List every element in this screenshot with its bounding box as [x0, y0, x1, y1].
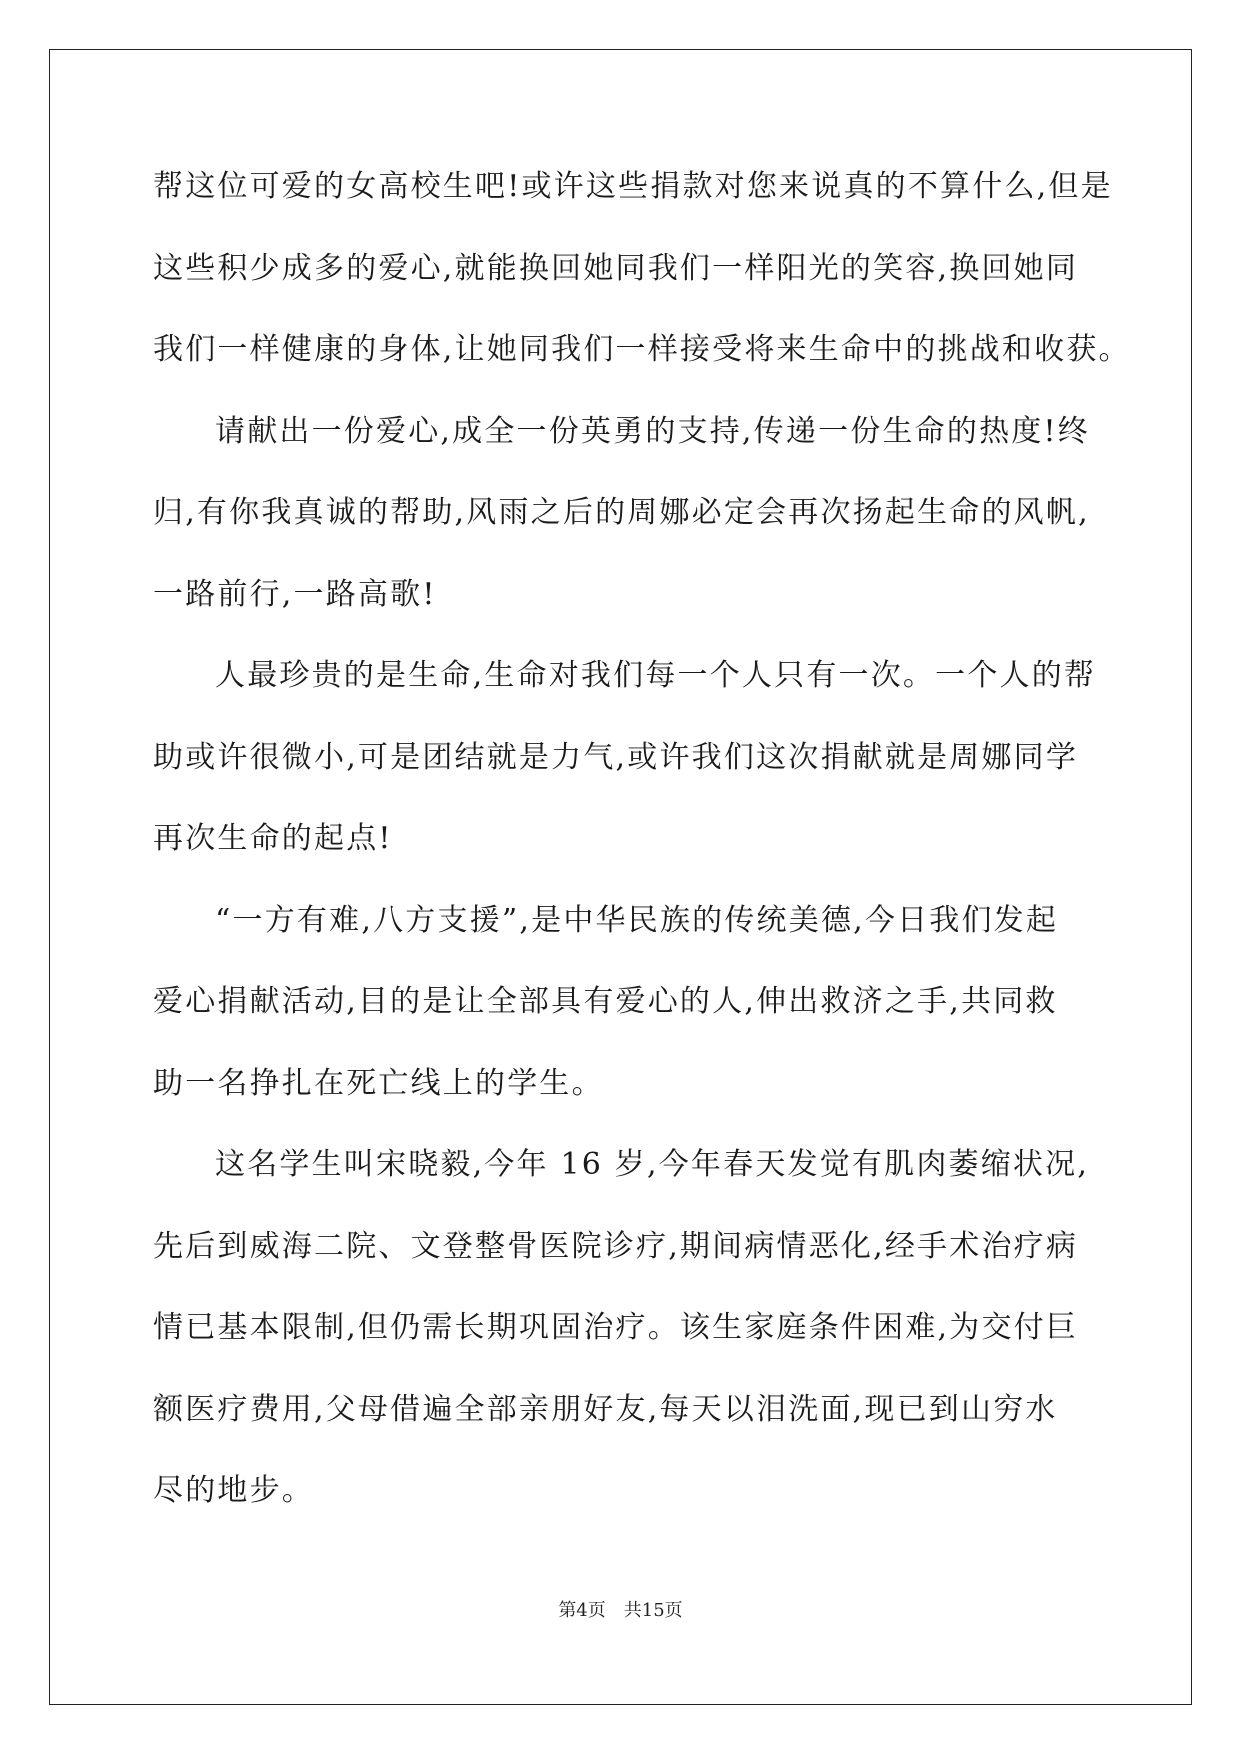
page-footer [0, 1596, 1241, 1622]
text-line: 这些积少成多的爱心,就能换回她同我们一样阳光的笑容,换回她同 [153, 250, 1079, 286]
text-line: 再次生命的起点! [153, 821, 393, 856]
text-line: 尽的地步。 [153, 1473, 314, 1508]
text-line: 情已基本限制,但仍需长期巩固治疗。该生家庭条件困难,为交付巨 [153, 1310, 1079, 1345]
text-line: 我们一样健康的身体,让她同我们一样接受将来生命中的挑战和收获。 [153, 332, 1131, 367]
paragraph-start-line: “一方有难,八方支援”,是中华民族的传统美德,今日我们发起 [215, 902, 1059, 938]
text-line: 助或许很微小,可是团结就是力气,或许我们这次捐献就是周娜同学 [153, 739, 1079, 775]
paragraph-start-line: 人最珍贵的是生命,生命对我们每一个人只有一次。一个人的帮 [215, 658, 1097, 693]
paragraph-start-line: 请献出一份爱心,成全一份英勇的支持,传递一份生命的热度!终 [215, 413, 1090, 449]
paragraph-start-line: 这名学生叫宋晓毅,今年 16 岁,今年春天发觉有肌肉萎缩状况, [215, 1147, 1090, 1182]
total-page-count: 共15页 [623, 1600, 683, 1621]
text-line: 归,有你我真诚的帮助,风雨之后的周娜必定会再次扬起生命的风帆, [153, 495, 1090, 530]
text-line: 助一名挣扎在死亡线上的学生。 [153, 1065, 604, 1101]
document-body [153, 157, 1131, 1543]
text-line: 爱心捐献活动,目的是让全部具有爱心的人,伸出救济之手,共同救 [153, 984, 1058, 1019]
text-line: 帮这位可爱的女高校生吧!或许这些捐款对您来说真的不算什么,但是 [153, 169, 1113, 204]
text-line: 一路前行,一路高歌! [153, 576, 437, 612]
text-line: 额医疗费用,父母借遍全部亲朋好友,每天以泪洗面,现已到山穷水 [153, 1391, 1058, 1427]
current-page-number: 第4页 [558, 1600, 606, 1621]
text-line: 先后到威海二院、文登整骨医院诊疗,期间病情恶化,经手术治疗病 [153, 1228, 1079, 1264]
